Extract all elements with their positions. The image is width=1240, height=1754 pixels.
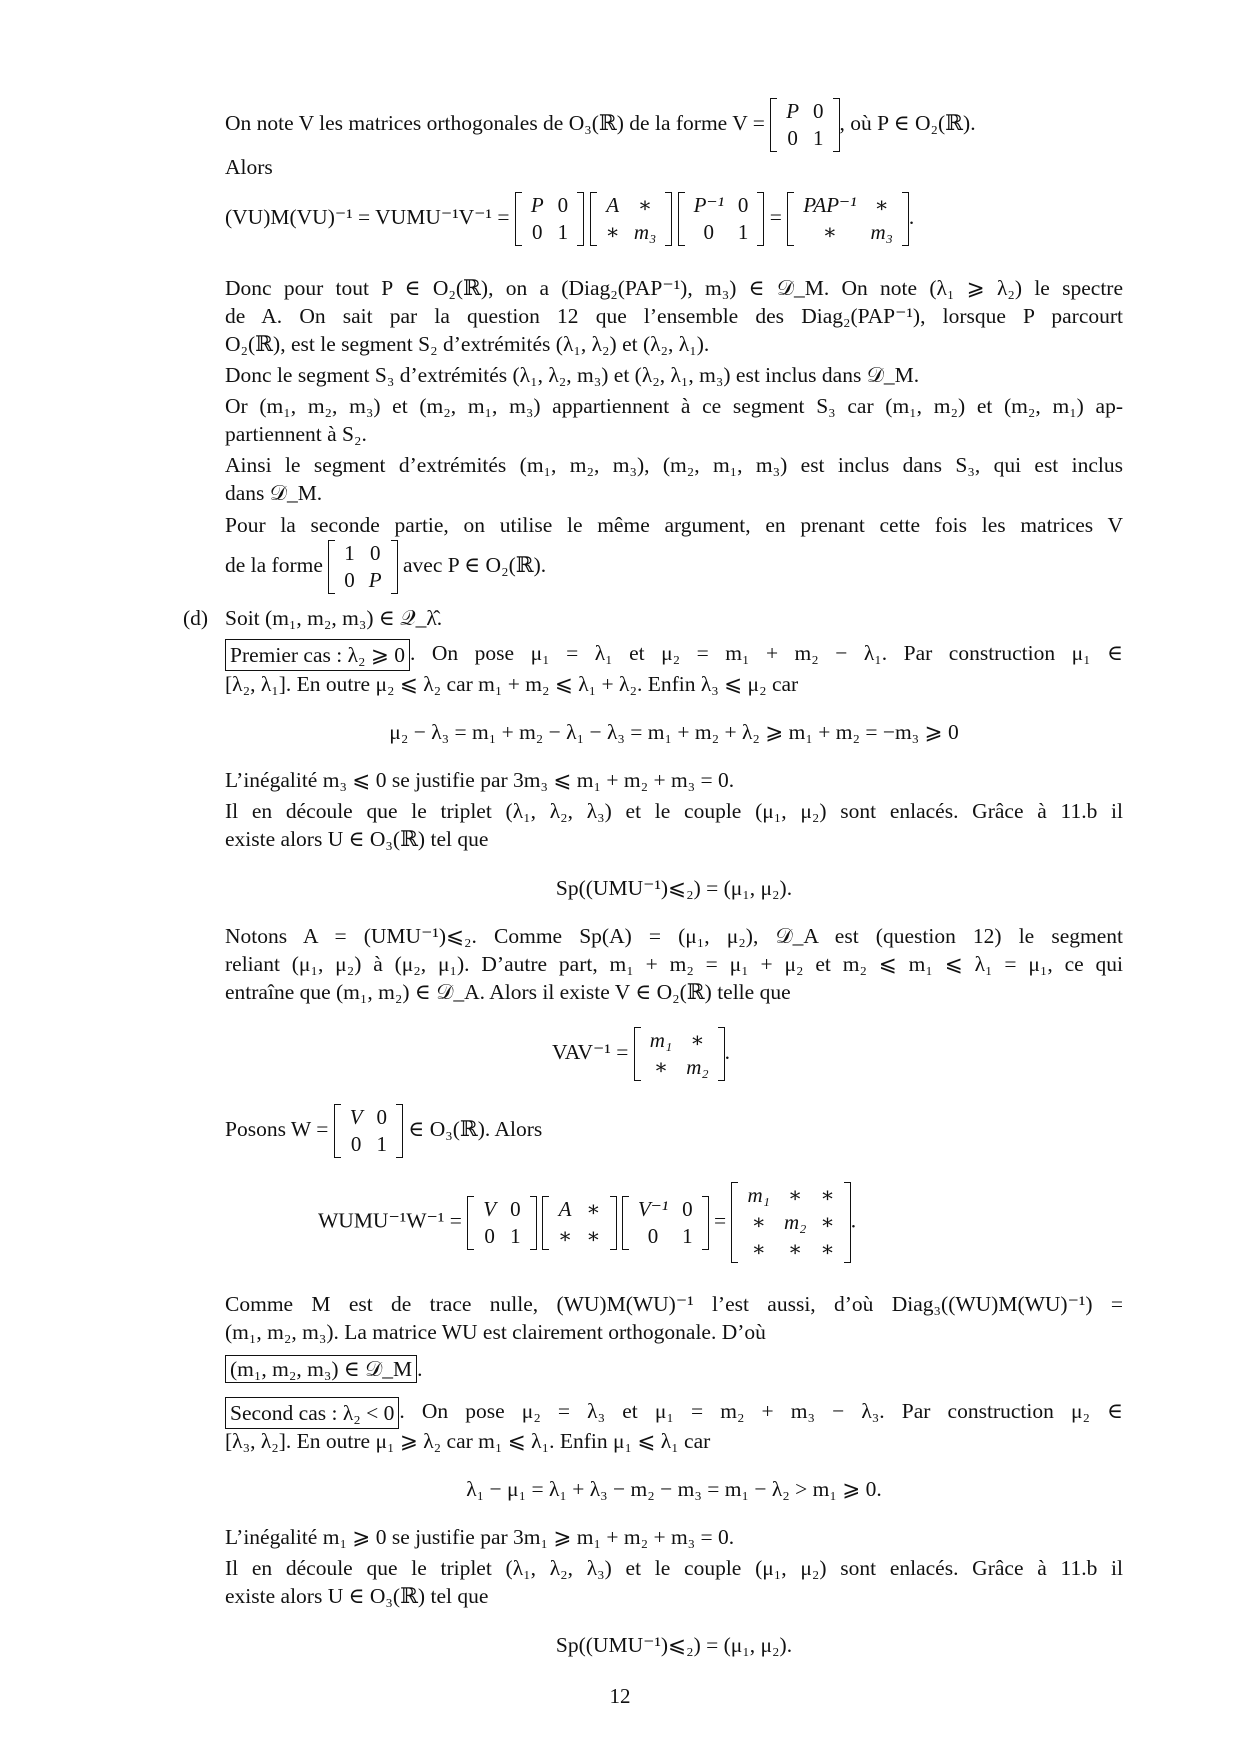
text: . On pose μ₂ = λ₃ et μ₁ = m₂ + m₃ − λ₃. Par construction μ₂ ∈ [399, 1399, 1123, 1423]
text: . On pose μ₁ = λ₁ et μ₂ = m₁ + m₂ − λ₁. Par construction μ₁ ∈ [410, 641, 1123, 665]
matrix-cell: 0 [647, 1223, 659, 1248]
matrix-cell: m₃ [870, 220, 893, 244]
matrix-cell: 0 [787, 126, 798, 150]
text-line [225, 639, 1123, 671]
matrix-cell: ∗ [822, 220, 837, 244]
matrix [590, 192, 673, 246]
matrix-cell: ∗ [820, 1210, 835, 1234]
matrix-cell: m₂ [783, 1210, 807, 1234]
equation [225, 192, 914, 246]
matrix-cell: 0 [813, 99, 824, 123]
matrix-cell: 0 [557, 193, 569, 217]
text-line: partiennent à S₂. [225, 422, 367, 446]
text-line [225, 1355, 423, 1383]
text: = [713, 1208, 727, 1233]
text-line: Soit (m₁, m₂, m₃) ∈ 𝒬_λ̂. [225, 606, 443, 630]
case-box: Premier cas : λ₂ ⩾ 0 [225, 639, 410, 671]
text-line [225, 1104, 542, 1158]
text: WUMU⁻¹W⁻¹ = [318, 1208, 462, 1233]
equation: λ₁ − μ₁ = λ₁ + λ₃ − m₂ − m₃ = m₁ − λ₂ > m₁ ⩾ 0. [466, 1477, 882, 1501]
matrix-cell: 0 [369, 541, 381, 565]
page-number: 12 [609, 1684, 631, 1708]
matrix-cell: V [349, 1105, 363, 1129]
matrix-cell: P [530, 193, 544, 217]
text-line: entraîne que (m₁, m₂) ∈ 𝒟_A. Alors il existe V ∈ O₂(ℝ) telle que [225, 980, 791, 1004]
equation [552, 1027, 730, 1081]
text-line: [λ₃, λ₂]. En outre μ₁ ⩾ λ₂ car m₁ ⩽ λ₁. Enfin μ₁ ⩽ λ₁ car [225, 1429, 711, 1453]
matrix-cell: 1 [376, 1132, 388, 1156]
matrix [770, 98, 839, 152]
matrix-cell: 1 [682, 1223, 693, 1248]
matrix-cell: 0 [703, 220, 715, 244]
text-line: Pour la seconde partie, on utilise le même argument, en prenant cette fois les matrices V [225, 513, 1123, 537]
matrix-cell: 1 [510, 1223, 521, 1248]
text-line: Il en découle que le triplet (λ₁, λ₂, λ₃) et le couple (μ₁, μ₂) sont enlacés. Grâce à 11.b il [225, 799, 1123, 823]
text-line: Comme M est de trace nulle, (WU)M(WU)⁻¹ l’est aussi, d’où Diag₃((WU)M(WU)⁻¹) = [225, 1292, 1123, 1316]
text: = [769, 204, 782, 229]
text: de la forme [225, 552, 323, 577]
matrix-cell: ∗ [605, 220, 620, 244]
matrix-cell: m₁ [747, 1183, 770, 1207]
matrix [515, 192, 584, 246]
matrix-cell: 0 [350, 1132, 362, 1156]
matrix-cell: ∗ [653, 1055, 669, 1079]
text-line [225, 540, 546, 594]
text-line: de A. On sait par la question 12 que l’ensemble des Diag₂(PAP⁻¹), lorsque P parcourt [225, 304, 1123, 328]
matrix-cell: 0 [682, 1196, 693, 1221]
text: . [908, 204, 915, 229]
text-line: Ainsi le segment d’extrémités (m₁, m₂, m₃), (m₂, m₁, m₃) est inclus dans S₃, qui est inclus [225, 453, 1123, 477]
case-box: Second cas : λ₂ < 0 [225, 1397, 399, 1429]
matrix [328, 540, 397, 594]
matrix-cell: ∗ [820, 1237, 835, 1261]
matrix-cell: ∗ [751, 1210, 766, 1234]
matrix-cell: P⁻¹ [693, 193, 724, 217]
matrix-cell: m₂ [686, 1055, 709, 1079]
text-line: existe alors U ∈ O₃(ℝ) tel que [225, 1584, 489, 1608]
matrix-cell: m₃ [633, 220, 657, 244]
matrix-cell: ∗ [690, 1028, 705, 1052]
matrix-cell: 0 [737, 193, 749, 217]
matrix-cell: A [558, 1196, 572, 1221]
text-line: Il en découle que le triplet (λ₁, λ₂, λ₃) et le couple (μ₁, μ₂) sont enlacés. Grâce à 11.b il [225, 1556, 1123, 1580]
matrix-cell: V⁻¹ [637, 1196, 669, 1221]
matrix-cell: ∗ [788, 1237, 803, 1261]
equation: μ₂ − λ₃ = m₁ + m₂ − λ₁ − λ₃ = m₁ + m₂ + λ₂ ⩾ m₁ + m₂ = −m₃ ⩾ 0 [389, 720, 959, 744]
equation: Sp((UMU⁻¹)⩽₂) = (μ₁, μ₂). [555, 876, 793, 900]
matrix [731, 1182, 850, 1263]
matrix-cell: ∗ [820, 1183, 835, 1207]
matrix-cell: P [786, 99, 800, 123]
equation: Sp((UMU⁻¹)⩽₂) = (μ₁, μ₂). [555, 1633, 793, 1657]
matrix-cell: 0 [532, 220, 543, 244]
text: , où P ∈ O₂(ℝ). [839, 110, 976, 135]
text-line: reliant (μ₁, μ₂) à (μ₂, μ₁). D’autre part, m₁ + m₂ = μ₁ + μ₂ et m₂ ⩽ m₁ ⩽ λ₁ = μ₁, ce qui [225, 952, 1123, 976]
matrix-cell: 1 [344, 541, 355, 565]
matrix-cell: A [606, 193, 620, 217]
text: Posons W = [225, 1116, 329, 1141]
matrix-cell: 0 [484, 1223, 495, 1248]
matrix-cell: 1 [813, 126, 824, 150]
text-line: L’inégalité m₃ ⩽ 0 se justifie par 3m₃ ⩽ m₁ + m₂ + m₃ = 0. [225, 768, 735, 792]
matrix [634, 1027, 725, 1081]
matrix-cell: ∗ [874, 193, 889, 217]
text-line: Or (m₁, m₂, m₃) et (m₂, m₁, m₃) appartiennent à ce segment S₃ car (m₁, m₂) et (m₂, m₁) ap- [225, 394, 1123, 418]
matrix [334, 1104, 403, 1158]
text-line: Donc le segment S₃ d’extrémités (λ₁, λ₂, m₃) et (λ₂, λ₁, m₃) est inclus dans 𝒟_M. [225, 363, 920, 387]
matrix-cell: ∗ [637, 193, 653, 217]
text-line: existe alors U ∈ O₃(ℝ) tel que [225, 827, 489, 851]
matrix-cell: V [483, 1196, 497, 1221]
text-line [225, 98, 976, 152]
text-line: Alors [225, 155, 273, 179]
text-line: O₂(ℝ), est le segment S₂ d’extrémités (λ₁, λ₂) et (λ₂, λ₁). [225, 332, 710, 356]
text: . [850, 1208, 857, 1233]
matrix-cell: 0 [376, 1105, 388, 1129]
text-line: L’inégalité m₁ ⩾ 0 se justifie par 3m₁ ⩾ m₁ + m₂ + m₃ = 0. [225, 1525, 735, 1549]
matrix [678, 192, 765, 246]
matrix-cell: ∗ [751, 1237, 766, 1261]
matrix [467, 1196, 536, 1250]
text: avec P ∈ O₂(ℝ). [402, 552, 547, 577]
matrix-cell: PAP⁻¹ [803, 193, 857, 217]
matrix-cell: 0 [510, 1196, 521, 1221]
matrix-cell: 1 [737, 220, 749, 244]
matrix-cell: 0 [344, 568, 355, 592]
text: ∈ O₃(ℝ). Alors [408, 1116, 543, 1141]
matrix [542, 1196, 617, 1250]
text-line: (m₁, m₂, m₃). La matrice WU est clairement orthogonale. D’où [225, 1320, 766, 1344]
text: On note V les matrices orthogonales de O₃(ℝ) de la forme V = [225, 110, 765, 135]
matrix-cell: P [368, 568, 382, 592]
matrix-cell: ∗ [557, 1223, 573, 1248]
matrix [787, 192, 909, 246]
result-box: (m₁, m₂, m₃) ∈ 𝒟_M [225, 1355, 417, 1383]
text-line: Donc pour tout P ∈ O₂(ℝ), on a (Diag₂(PAP⁻¹), m₃) ∈ 𝒟_M. On note (λ₁ ⩾ λ₂) le spectre [225, 276, 1123, 300]
text-line: Notons A = (UMU⁻¹)⩽₂. Comme Sp(A) = (μ₁, μ₂), 𝒟_A est (question 12) le segment [225, 924, 1123, 948]
text-line: dans 𝒟_M. [225, 481, 323, 505]
matrix-cell: m₁ [649, 1028, 673, 1052]
matrix-cell: 1 [557, 220, 569, 244]
text: . [417, 1357, 423, 1381]
matrix-cell: ∗ [788, 1183, 803, 1207]
text: VAV⁻¹ = [552, 1039, 629, 1064]
matrix-cell: ∗ [586, 1196, 601, 1221]
text: (VU)M(VU)⁻¹ = VUMU⁻¹V⁻¹ = [225, 204, 510, 229]
matrix-cell: ∗ [586, 1223, 601, 1248]
text-line [225, 1397, 1123, 1429]
matrix [622, 1196, 709, 1250]
equation [318, 1182, 856, 1263]
text-line: [λ₂, λ₁]. En outre μ₂ ⩽ λ₂ car m₁ + m₂ ⩽ λ₁ + λ₂. Enfin λ₃ ⩽ μ₂ car [225, 672, 799, 696]
item-label: (d) [183, 606, 209, 630]
text: . [724, 1039, 731, 1064]
